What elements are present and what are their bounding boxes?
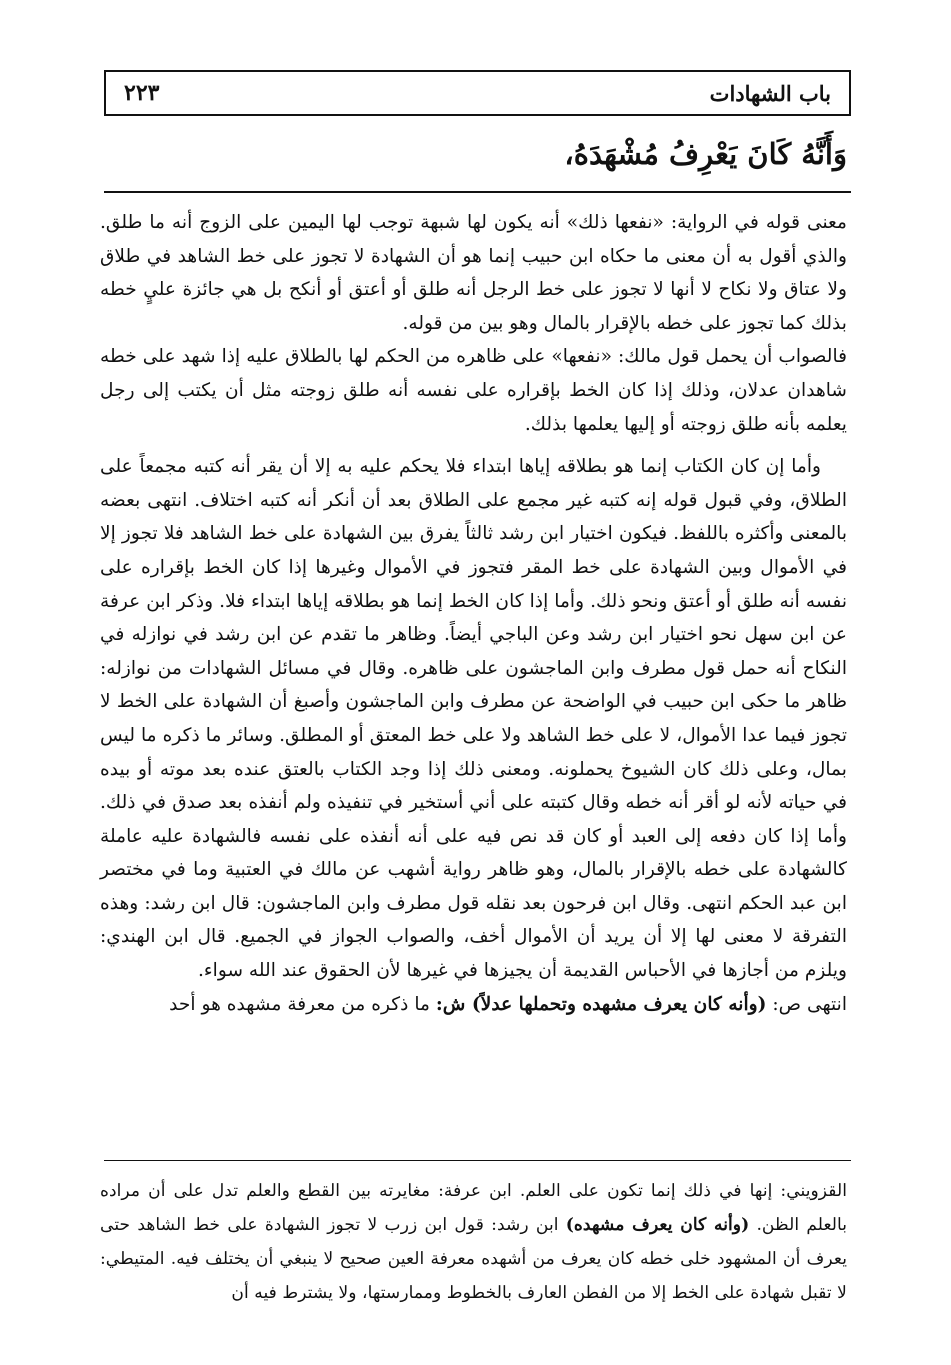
page-number: ٢٢٣ [124,80,160,106]
footnote-part-2: ابن رشد: قول ابن زرب لا تجوز الشهادة على خط الشاهد حتى يعرف أن المشهود خلى خطه كان يعرف من أشهده معرفة العين صحيح لا ينبغي أن يختلف فيه. المتيطي: لا تقبل شهادة على الخط إلا من الفطن العارف بالخطوط وممارستها، ولا يشترط فيه أن [100,1215,847,1303]
commentary-p4-rest: ما ذكره من معرفة مشهده هو أحد [169,993,436,1015]
running-header [104,70,851,116]
matn-text: وَأَنَّهُ كَانَ يَعْرِفُ مُشْهَدَهُ، [564,137,847,171]
commentary-p4-lead: انتهى ص: [766,993,847,1015]
footnote-quoted-matn: (وأنه كان يعرف مشهده) [565,1215,750,1235]
matn-divider [104,191,851,193]
commentary-paragraph-2: فالصواب أن يحمل قول مالك: «نفعها» على ظاهره من الحكم لها بالطلاق عليه إذا شهد على خطه شاهدان عدلان، وذلك إذا كان الخط بإقراره على نفسه أنه طلق زوجته مثل أن يكتب إلى رجل يعلمه بأنه طلق زوجته أو إليها يعلمها بذلك. [100,346,847,435]
commentary-paragraph-1: معنى قوله في الرواية: «نفعها ذلك» أنه يكون لها شبهة توجب لها اليمين على الزوج أنه ما طلق. والذي أقول به أن معنى ما حكاه ابن حبيب إنما هو أن الشهادة لا تجوز على خط الشاهد في طلاق ولا عتاق ولا نكاح لا أنها لا تجوز على خط الرجل أنه طلق أو أعتق أو أنكح بل هي جائزة عليٍ خطه بذلك كما تجوز على خطه بالإقرار بالمال وهو بين من قوله. [100,212,847,334]
commentary-paragraph-3: وأما إن كان الكتاب إنما هو بطلاقه إياها ابتداء فلا يحكم عليه به إلا أن يقر أنه كتبه مجمعاً على الطلاق، وفي قبول قوله إنه كتبه غير مجمع على الطلاق بعد أن أنكر أنه كتبه اختلاف. انتهى بعضه بالمعنى وأكثره باللفظ. فيكون اختيار ابن رشد ثالثاً يفرق بين الشهادة على خط الشاهد فلا تجوز إلا في الأموال وبين الشهادة على خط المقر فتجوز في الأموال وغيرها إذا كان الخط بإقراره على نفسه أنه طلق أو أعتق ونحو ذلك. وأما إذا كان الخط إنما هو بطلاقه إياها ابتداء فلا. وذكر ابن عرفة عن ابن سهل نحو اختيار ابن رشد وعن الباجي أيضاً. وظاهر ما تقدم عن ابن رشد في نوازله في النكاح أنه حمل قول مطرف وابن الماجشون على ظاهره. وقال في مسائل الشهادات من نوازله: ظاهر ما حكى ابن حبيب في الواضحة عن مطرف وابن الماجشون وأصبغ أن الشهادة على الخط لا تجوز فيما عدا الأموال، لا على خط الشاهد ولا على خط المعتق أو المطلق. وسائر ما ذكره ما ليس بمال، وعلى ذلك كان الشيوخ يحملونه. ومعنى ذلك إذا وجد الكتاب بالعتق عنده بعد موته أو بيده في حياته لأنه لو أقر أنه خطه وقال كتبته على أني أستخير في تنفيذه ولم أنفذه بعد صدق في ذلك. وأما إذا كان دفعه إلى العبد أو كان قد نص فيه على أنه أنفذه على نفسه فالشهادة عليه عاملة كالشهادة على خطه بالإقرار بالمال، وهو ظاهر رواية أشهب عن مالك في العتبية وما في مختصر ابن عبد الحكم انتهى. وقال ابن فرحون بعد نقله قول مطرف وابن الماجشون: قال ابن رشد: وهذه التفرقة لا معنى لها إلا أن يريد أن الأموال أخف، والصواب الجواز في الجميع. قال ابن الهندي: ويلزم من أجازها في الأحباس القديمة أن يجيزها في غيرها لأن الحقوق عند الله سواء. [100,456,847,982]
quoted-matn: (وأنه كان يعرف مشهده وتحملها عدلاً) ش: [435,993,767,1015]
chapter-title: باب الشهادات [709,80,831,106]
commentary-body [100,206,847,1021]
footnote-section [100,1174,847,1310]
commentary-paragraph-4 [100,988,847,1022]
footnote-divider [104,1160,851,1161]
footnote-paragraph [100,1174,847,1310]
footnote-part-1: القزويني: إنها في ذلك إنما تكون على العلم. ابن عرفة: مغايرته بين القطع والعلم تدل على أن مراده بالعلم الظن. [100,1181,847,1235]
